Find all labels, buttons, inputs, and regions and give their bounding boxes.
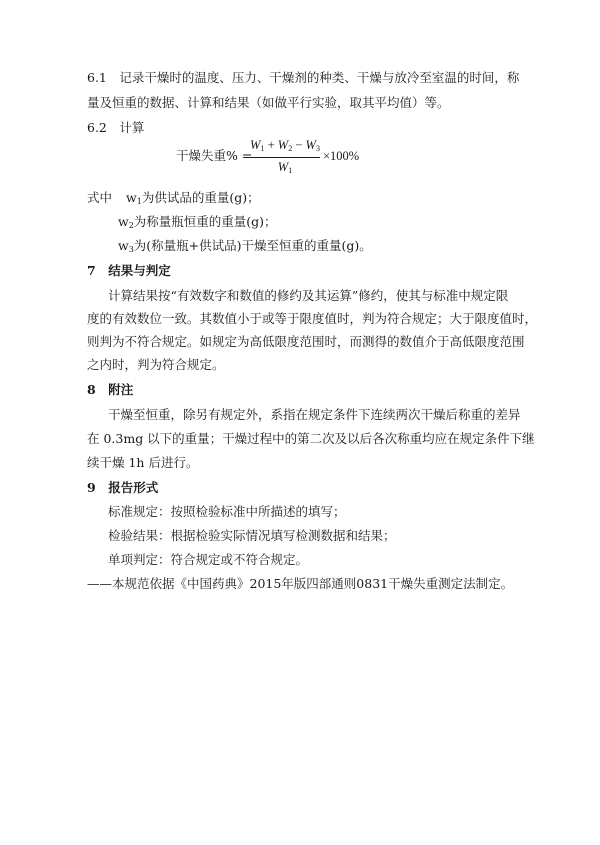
- section-6-2-heading: 6.2 计算: [87, 120, 145, 135]
- formula-times-100: ×100%: [323, 149, 360, 163]
- where-w3: $w_3$为(称量瓶+供试品)干燥至恒重的重量(g)。: [118, 238, 372, 254]
- report-item-standard: 标准规定：按照检验标准中所描述的填写；: [108, 504, 346, 519]
- section-7-para-line-3: 则判为不符合规定。如规定为高低限度范围时，而测得的数值介于高低限度范围: [87, 334, 525, 349]
- fraction-bar: [250, 157, 320, 158]
- section-8-para-line-1: 干燥至恒重，除另有规定外，系指在规定条件下连续两次干燥后称重的差异: [108, 407, 521, 422]
- section-7-para-line-2: 度的有效数位一致。其数值小于或等于限度值时，判为符合规定；大于限度值时，: [87, 311, 538, 326]
- section-8-heading: 8 附注: [87, 382, 134, 397]
- report-item-result: 检验结果：根据检验实际情况填写检测数据和结果；: [108, 528, 396, 543]
- formula-numerator: $W_1 + W_2 - W_3$: [250, 138, 320, 153]
- section-9-heading: 9 报告形式: [87, 480, 159, 495]
- report-item-judgement: 单项判定：符合规定或不符合规定。: [108, 552, 309, 567]
- section-8-para-line-2: 在 0.3mg 以下的重量；干燥过程中的第二次及以后各次称重均应在规定条件下继: [87, 431, 535, 446]
- formula-label: 干燥失重% =: [176, 148, 253, 163]
- section-7-para-line-4: 之内时，判为符合规定。: [87, 357, 225, 372]
- section-7-para-line-1: 计算结果按“有效数字和数值的修约及其运算”修约，使其与标准中规定限: [108, 288, 509, 303]
- formula-denominator: $W_1$: [277, 160, 293, 175]
- formula-fraction: [250, 138, 320, 178]
- section-7-heading: 7 结果与判定: [87, 263, 171, 278]
- section-8-para-line-3: 续干燥 1h 后进行。: [87, 455, 199, 470]
- where-w1: 式中 $w_1$为供试品的重量(g)；: [87, 190, 260, 206]
- where-w2: $w_2$为称量瓶恒重的重量(g)；: [118, 214, 277, 230]
- section-6-1-line-2: 量及恒重的数据、计算和结果（如做平行实验，取其平均值）等。: [87, 95, 450, 110]
- footer-note: ——本规范依据《中国药典》2015年版四部通则0831干燥失重测定法制定。: [87, 576, 514, 591]
- section-6-1-line-1: 6.1 记录干燥时的温度、压力、干燥剂的种类、干燥与放冷至室温的时间，称: [87, 70, 520, 85]
